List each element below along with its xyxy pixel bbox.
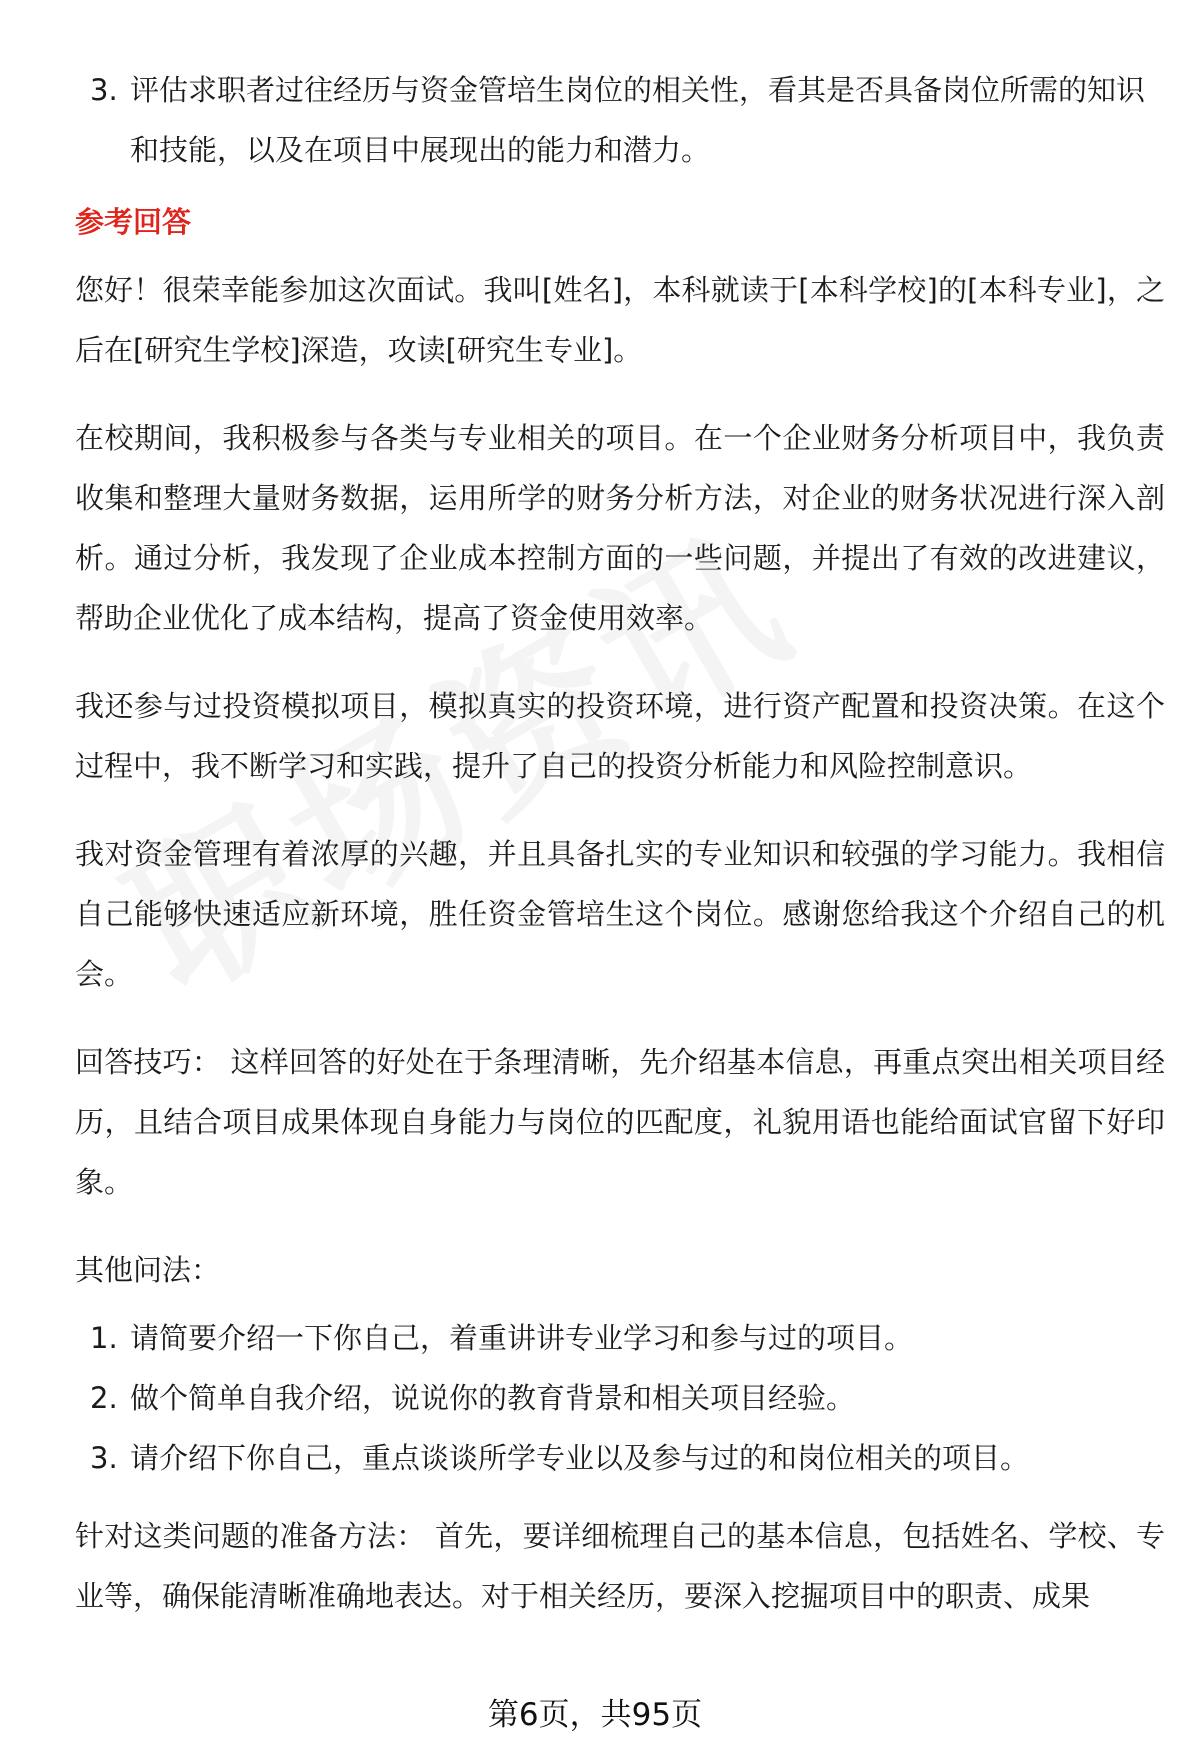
list-number: 3.: [90, 1441, 118, 1475]
list-item: [75, 1428, 1165, 1488]
list-item: [75, 1308, 1165, 1368]
paragraph-school-projects: 在校期间，我积极参与各类与专业相关的项目。在一个企业财务分析项目中，我负责收集和整理大量财务数据，运用所学的财务分析方法，对企业的财务状况进行深入剖析。通过分析，我发现了企业成本控制方面的一些问题，并提出了有效的改进建议，帮助企业优化了成本结构，提高了资金使用效率。: [75, 421, 1165, 635]
criteria-list: [75, 60, 1165, 180]
other-questions-list: [75, 1308, 1165, 1488]
document-content: [75, 60, 1165, 1654]
page-number-footer: 第6页，共95页: [487, 1697, 703, 1733]
list-number: 2.: [90, 1381, 118, 1415]
paragraph-investment-simulation: 我还参与过投资模拟项目，模拟真实的投资环境，进行资产配置和投资决策。在这个过程中，我不断学习和实践，提升了自己的投资分析能力和风险控制意识。: [75, 689, 1165, 783]
paragraph-preparation-method: 针对这类问题的准备方法： 首先，要详细梳理自己的基本信息，包括姓名、学校、专业等，确保能清晰准确地表达。对于相关经历，要深入挖掘项目中的职责、成果: [75, 1519, 1165, 1613]
paragraph-answer-tips: 回答技巧： 这样回答的好处在于条理清晰，先介绍基本信息，再重点突出相关项目经历，且结合项目成果体现自身能力与岗位的匹配度，礼貌用语也能给面试官留下好印象。: [75, 1045, 1165, 1199]
list-number: 1.: [90, 1321, 118, 1355]
section-title-reference-answer: 参考回答: [75, 205, 192, 239]
paragraph-interest: 我对资金管理有着浓厚的兴趣，并且具备扎实的专业知识和较强的学习能力。我相信自己能够快速适应新环境，胜任资金管培生这个岗位。感谢您给我这个介绍自己的机会。: [75, 837, 1165, 991]
paragraph-other-questions-heading: 其他问法：: [75, 1253, 221, 1287]
list-number: 3.: [90, 73, 118, 107]
paragraph-intro: 您好！很荣幸能参加这次面试。我叫[姓名]，本科就读于[本科学校]的[本科专业]，之后在[研究生学校]深造，攻读[研究生专业]。: [75, 273, 1165, 367]
list-text: 做个简单自我介绍，说说你的教育背景和相关项目经验。: [130, 1381, 856, 1415]
list-text: 请介绍下你自己，重点谈谈所学专业以及参与过的和岗位相关的项目。: [130, 1441, 1030, 1475]
list-item: [75, 60, 1165, 180]
list-text: 评估求职者过往经历与资金管培生岗位的相关性，看其是否具备岗位所需的知识和技能，以及在项目中展现出的能力和潜力。: [130, 73, 1146, 167]
list-text: 请简要介绍一下你自己，着重讲讲专业学习和参与过的项目。: [130, 1321, 914, 1355]
list-item: [75, 1368, 1165, 1428]
